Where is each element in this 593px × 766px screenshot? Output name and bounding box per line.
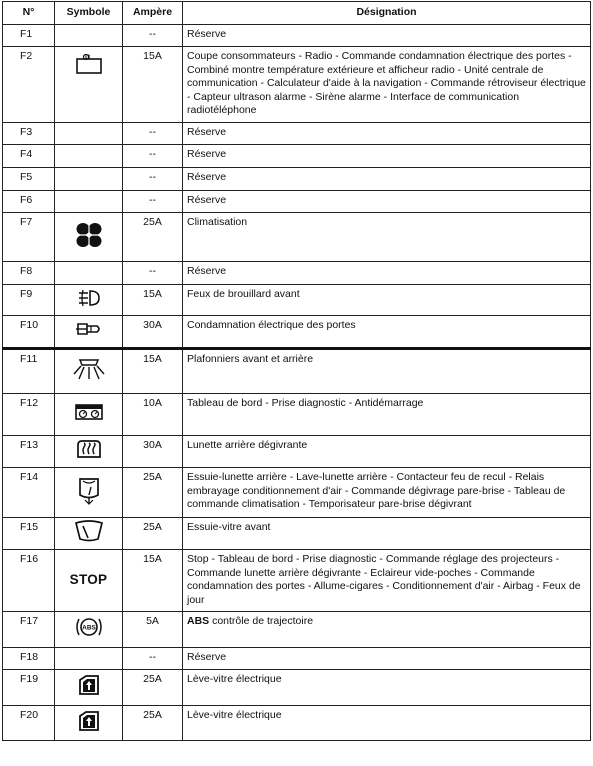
table-row bbox=[3, 670, 591, 706]
ampere-value: -- bbox=[123, 25, 183, 47]
designation-bold: ABS bbox=[187, 615, 210, 627]
table-row bbox=[3, 706, 591, 741]
ampere-value: -- bbox=[123, 648, 183, 670]
ampere-value: 15A bbox=[123, 550, 183, 612]
designation-text bbox=[183, 612, 591, 648]
fuse-number: F3 bbox=[3, 123, 55, 145]
door-lock-icon bbox=[75, 321, 103, 337]
designation-text: Réserve bbox=[183, 123, 591, 145]
symbol-cell bbox=[55, 262, 123, 285]
symbol-cell bbox=[55, 123, 123, 145]
table-row bbox=[3, 394, 591, 436]
fuse-number: F20 bbox=[3, 706, 55, 741]
dashboard-icon bbox=[75, 404, 103, 420]
symbol-cell bbox=[55, 518, 123, 550]
fuse-number: F10 bbox=[3, 316, 55, 349]
table-row bbox=[3, 436, 591, 468]
designation-text: Réserve bbox=[183, 145, 591, 168]
ampere-value: -- bbox=[123, 123, 183, 145]
fuse-number: F15 bbox=[3, 518, 55, 550]
symbol-cell bbox=[55, 25, 123, 47]
designation-text: Coupe consommateurs - Radio - Commande condamnation électrique des portes - Combiné montre température extérieure et afficheur radio - Unité centrale de communication - Calculateur d'aide à la navigation - Commande rétroviseur électrique - Capteur ultrason alarme - Sirène alarme - Interface de communication radiotéléphone bbox=[183, 47, 591, 123]
fuse-number: F9 bbox=[3, 285, 55, 316]
table-row bbox=[3, 316, 591, 349]
table-row bbox=[3, 191, 591, 213]
ampere-value: 15A bbox=[123, 285, 183, 316]
fuse-number: F2 bbox=[3, 47, 55, 123]
ampere-value: 10A bbox=[123, 394, 183, 436]
ampere-value: 25A bbox=[123, 670, 183, 706]
symbol-cell bbox=[55, 612, 123, 648]
table-row bbox=[3, 213, 591, 262]
rear-defrost-icon bbox=[76, 439, 102, 459]
designation-text: Plafonniers avant et arrière bbox=[183, 349, 591, 394]
fuse-number: F13 bbox=[3, 436, 55, 468]
table-row bbox=[3, 612, 591, 648]
designation-text: Réserve bbox=[183, 191, 591, 213]
stop-label: STOP bbox=[69, 571, 108, 587]
front-fog-light-icon bbox=[76, 288, 102, 308]
rear-wiper-icon bbox=[77, 475, 101, 505]
table-row bbox=[3, 123, 591, 145]
ampere-value: 15A bbox=[123, 349, 183, 394]
symbol-cell bbox=[55, 191, 123, 213]
symbol-cell bbox=[55, 394, 123, 436]
symbol-cell bbox=[55, 349, 123, 394]
ampere-value: -- bbox=[123, 168, 183, 191]
symbol-cell bbox=[55, 285, 123, 316]
table-row bbox=[3, 145, 591, 168]
table-row bbox=[3, 168, 591, 191]
designation-text: Lunette arrière dégivrante bbox=[183, 436, 591, 468]
table-row bbox=[3, 468, 591, 518]
fuse-number: F17 bbox=[3, 612, 55, 648]
designation-text: Stop - Tableau de bord - Prise diagnostic - Commande réglage des projecteurs - Commande lunette arrière dégivrante - Eclaireur vide-poches - Commande condamnation des portes - Allume-cigares - Conditionnement d'air - Airbag - Feux de jour bbox=[183, 550, 591, 612]
radio-icon bbox=[75, 53, 103, 75]
symbol-cell bbox=[55, 145, 123, 168]
table-row bbox=[3, 262, 591, 285]
symbol-cell bbox=[55, 468, 123, 518]
ampere-value: 30A bbox=[123, 436, 183, 468]
designation-text: Essuie-vitre avant bbox=[183, 518, 591, 550]
ampere-value: 30A bbox=[123, 316, 183, 349]
symbol-cell bbox=[55, 316, 123, 349]
symbol-cell bbox=[55, 706, 123, 741]
abs-icon bbox=[75, 615, 103, 639]
table-row bbox=[3, 550, 591, 612]
designation-rest: contrôle de trajectoire bbox=[209, 615, 314, 627]
ampere-value: 25A bbox=[123, 706, 183, 741]
ampere-value: 25A bbox=[123, 518, 183, 550]
fuse-number: F1 bbox=[3, 25, 55, 47]
fuse-number: F19 bbox=[3, 670, 55, 706]
window-lift-icon bbox=[78, 710, 100, 732]
ampere-value: 25A bbox=[123, 468, 183, 518]
designation-text: Réserve bbox=[183, 25, 591, 47]
symbol-cell bbox=[55, 168, 123, 191]
fan-icon bbox=[74, 220, 104, 250]
ampere-value: 25A bbox=[123, 213, 183, 262]
designation-text: Tableau de bord - Prise diagnostic - Antidémarrage bbox=[183, 394, 591, 436]
header-ampere: Ampère bbox=[123, 2, 183, 25]
fuse-number: F16 bbox=[3, 550, 55, 612]
ampere-value: -- bbox=[123, 262, 183, 285]
front-wiper-icon bbox=[74, 520, 104, 542]
ampere-value: -- bbox=[123, 145, 183, 168]
fuse-number: F12 bbox=[3, 394, 55, 436]
fuse-number: F6 bbox=[3, 191, 55, 213]
table-row bbox=[3, 25, 591, 47]
designation-text: Réserve bbox=[183, 262, 591, 285]
interior-light-icon bbox=[73, 357, 105, 381]
designation-text: Feux de brouillard avant bbox=[183, 285, 591, 316]
table-row bbox=[3, 349, 591, 394]
symbol-cell bbox=[55, 436, 123, 468]
designation-text: Climatisation bbox=[183, 213, 591, 262]
table-row bbox=[3, 285, 591, 316]
ampere-value: -- bbox=[123, 191, 183, 213]
fuse-number: F14 bbox=[3, 468, 55, 518]
header-row bbox=[3, 2, 591, 25]
symbol-cell bbox=[55, 670, 123, 706]
fuse-number: F11 bbox=[3, 349, 55, 394]
fuse-number: F7 bbox=[3, 213, 55, 262]
designation-text: Lève-vitre électrique bbox=[183, 706, 591, 741]
header-no: N° bbox=[3, 2, 55, 25]
table-row bbox=[3, 47, 591, 123]
designation-text: Réserve bbox=[183, 648, 591, 670]
symbol-cell bbox=[55, 213, 123, 262]
table-row bbox=[3, 518, 591, 550]
window-lift-icon bbox=[78, 674, 100, 696]
designation-text: Lève-vitre électrique bbox=[183, 670, 591, 706]
symbol-cell bbox=[55, 550, 123, 612]
designation-text: Réserve bbox=[183, 168, 591, 191]
fuse-number: F18 bbox=[3, 648, 55, 670]
fuse-number: F4 bbox=[3, 145, 55, 168]
fuse-number: F5 bbox=[3, 168, 55, 191]
symbol-cell bbox=[55, 47, 123, 123]
abs-icon-text: ABS bbox=[81, 624, 96, 632]
designation-text: Condamnation électrique des portes bbox=[183, 316, 591, 349]
ampere-value: 5A bbox=[123, 612, 183, 648]
ampere-value: 15A bbox=[123, 47, 183, 123]
designation-text: Essuie-lunette arrière - Lave-lunette arrière - Contacteur feu de recul - Relais embrayage conditionnement d'air - Commande dégivrage pare-brise - Tableau de commande climatisation - Temporisateur pare-brise dégivrant bbox=[183, 468, 591, 518]
header-symbole: Symbole bbox=[55, 2, 123, 25]
fuse-table bbox=[2, 1, 591, 741]
header-designation: Désignation bbox=[183, 2, 591, 25]
fuse-number: F8 bbox=[3, 262, 55, 285]
symbol-cell bbox=[55, 648, 123, 670]
table-row bbox=[3, 648, 591, 670]
